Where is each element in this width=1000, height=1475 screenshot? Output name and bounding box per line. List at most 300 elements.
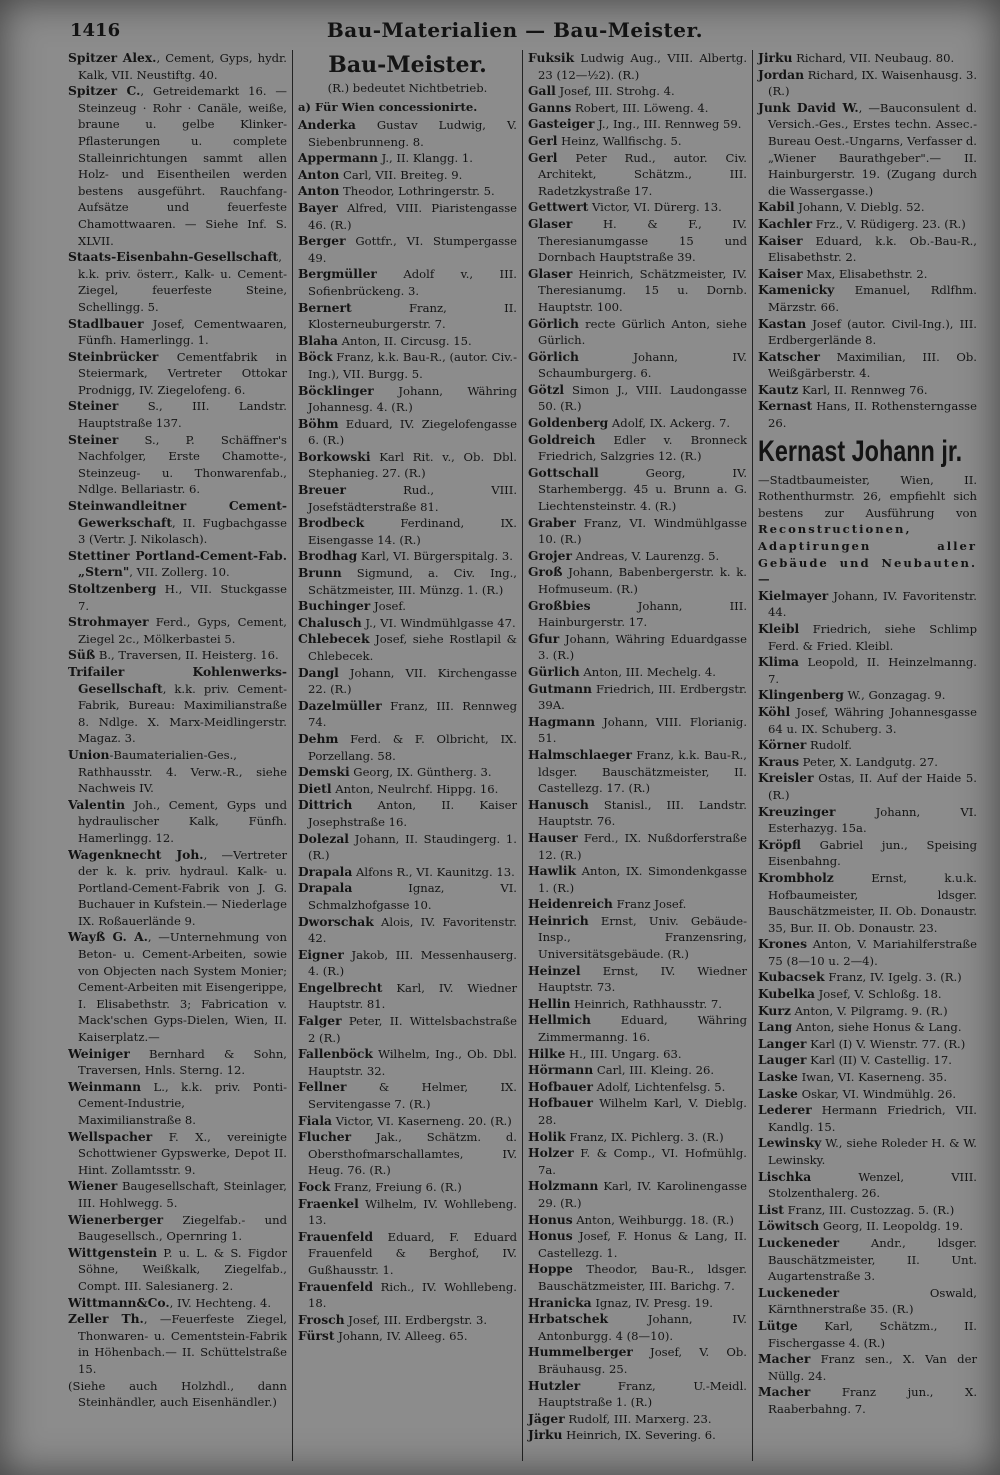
entry-details: Josef, F. Honus & Lang, II. Castellezg. 1. xyxy=(538,1229,747,1260)
directory-entry xyxy=(298,831,517,864)
directory-entry xyxy=(758,654,977,687)
entry-details: Rud., VIII. Josefstädterstraße 81. xyxy=(308,483,517,514)
directory-entry xyxy=(68,797,287,847)
entry-details: Josef, III. Strohg. 4. xyxy=(555,84,675,99)
entry-details: Maximilian, III. Ob. Weißgärberstr. 4. xyxy=(768,349,977,381)
entry-details: Andr., ldsger. Bauschätzmeister, II. Unt. Augartenstraße 3. xyxy=(768,1235,977,1284)
entry-details: Peter, II. Wittelsbachstraße 2 (R.) xyxy=(308,1014,517,1045)
entry-name: Lauger xyxy=(758,1052,807,1068)
page-header xyxy=(70,14,960,44)
entry-details: Rich., IV. Wohllebeng. 18. xyxy=(308,1279,517,1311)
directory-entry xyxy=(528,1261,747,1294)
entry-name: Spitzer C. xyxy=(68,83,141,99)
entry-name: Klima xyxy=(758,654,800,670)
entry-details: Eduard, F. Eduard Frauenfeld & Berghof, IV. Gußhausstr. 1. xyxy=(308,1229,517,1277)
entry-details: (Siehe auch Holzhdl., dann Steinhändler, auch Eisenhändler.) xyxy=(68,1378,287,1410)
entry-name: Wittmann&Co. xyxy=(68,1294,170,1310)
directory-entry xyxy=(68,1378,287,1411)
directory-entry xyxy=(528,631,747,664)
directory-entry xyxy=(298,1113,517,1130)
entry-name: Hawlik xyxy=(528,863,577,879)
directory-columns xyxy=(68,50,982,1461)
entry-name: Breuer xyxy=(298,482,346,498)
directory-entry xyxy=(298,349,517,382)
entry-details: Anton, V. Mariahilferstraße 75 (8—10 u. 2—4). xyxy=(768,937,977,968)
entry-name: Bergmüller xyxy=(298,266,377,282)
directory-entry xyxy=(68,1245,287,1295)
entry-details: L., k.k. priv. Ponti-Cement-Industrie, Maximilianstraße 8. xyxy=(78,1079,287,1127)
entry-details: Wilhelm Karl, V. Dieblg. 28. xyxy=(538,1096,747,1127)
directory-entry xyxy=(528,1427,747,1444)
directory-entry xyxy=(758,1169,977,1202)
entry-name: Jordan xyxy=(758,66,805,82)
entry-details: Ferd., IX. Nußdorferstraße 12. (R.) xyxy=(538,830,747,862)
directory-entry xyxy=(298,183,517,200)
entry-name: Wellspacher xyxy=(68,1128,153,1144)
directory-entry xyxy=(68,349,287,399)
directory-entry xyxy=(528,963,747,996)
directory-entry xyxy=(298,449,517,482)
directory-entry xyxy=(68,249,287,315)
directory-entry xyxy=(758,316,977,349)
entry-name: Klingenberg xyxy=(758,687,844,703)
entry-details: Peter Rud., autor. Civ. Architekt, Schätzm., III. Radetzkystraße 17. xyxy=(538,150,747,198)
entry-details: Joh., Cement, Gyps und hydraulischer Kalk, Fünfh. Hamerlingg. 12. xyxy=(78,797,287,845)
directory-entry xyxy=(68,614,287,647)
column-3 xyxy=(522,50,752,1461)
entry-details: F. & Comp., VI. Hofmühlg. 7a. xyxy=(538,1146,747,1177)
entry-details: Franz, Freiung 6. (R.) xyxy=(330,1180,462,1194)
entry-name: Flucher xyxy=(298,1129,352,1145)
entry-name: Kröpfl xyxy=(758,836,801,852)
entry-details: Gustav Ludwig, V. Siebenbrunneng. 8. xyxy=(308,118,517,149)
entry-name: Kernast xyxy=(758,398,813,414)
entry-name: Fallenböck xyxy=(298,1046,373,1062)
directory-entry xyxy=(758,199,977,216)
entry-details: Ernst, Univ. Gebäude-Insp., Franzensring, Universitätsgebäude. (R.) xyxy=(538,913,747,962)
entry-name: Wagenknecht Joh. xyxy=(68,846,204,862)
directory-entry xyxy=(298,266,517,299)
entry-details: Johann, V. Dieblg. 52. xyxy=(794,200,925,215)
entry-details: Ernst, IV. Wiedner Hauptstr. 73. xyxy=(538,963,747,995)
directory-entry xyxy=(298,797,517,830)
directory-entry xyxy=(528,1079,747,1096)
directory-entry xyxy=(298,200,517,233)
entry-details: B., Traversen, II. Heisterg. 16. xyxy=(95,648,279,663)
directory-entry xyxy=(528,996,747,1013)
directory-entry xyxy=(68,316,287,349)
entry-name: Gerl xyxy=(528,149,558,165)
entry-details: Karl, IV. Wiedner Hauptstr. 81. xyxy=(308,980,517,1012)
entry-details: Richard, IX. Waisenhausg. 3. (R.) xyxy=(768,67,978,99)
entry-name: Eigner xyxy=(298,946,344,962)
directory-entry xyxy=(528,266,747,316)
entry-details: Ziegelfab.- und Baugesellsch., Opernring 1. xyxy=(78,1212,287,1244)
directory-entry xyxy=(68,498,287,548)
entry-name: Katscher xyxy=(758,348,820,364)
entry-name: Glaser xyxy=(528,215,573,231)
entry-name: Luckeneder xyxy=(758,1234,840,1250)
entry-details: Franz, IX. Pichlerg. 3. (R.) xyxy=(565,1129,724,1144)
directory-entry xyxy=(528,349,747,382)
directory-entry xyxy=(298,615,517,632)
subsection-heading: a) Für Wien concessionirte. xyxy=(298,100,478,114)
directory-entry xyxy=(68,1046,287,1079)
entry-details: Gabriel jun., Speising Eisenbahng. xyxy=(768,837,977,869)
directory-entry xyxy=(298,980,517,1013)
entry-details: recte Gürlich Anton, siehe Gürlich. xyxy=(538,316,747,348)
entry-name: Stadlbauer xyxy=(68,315,144,331)
entry-name: Chalusch xyxy=(298,614,362,630)
entry-details: Karl Rit. v., Ob. Dbl. Stephanieg. 27. (R.) xyxy=(308,449,517,481)
directory-entry xyxy=(68,1129,287,1179)
entry-details: J., II. Klangg. 1. xyxy=(377,151,473,166)
entry-name: Falger xyxy=(298,1013,342,1029)
directory-entry xyxy=(758,621,977,654)
entry-details: Adolf, IX. Ackerg. 7. xyxy=(608,416,731,431)
entry-name: Borkowski xyxy=(298,448,371,464)
directory-entry xyxy=(528,199,747,216)
directory-entry xyxy=(528,382,747,415)
entry-name: Heinzel xyxy=(528,962,581,978)
directory-entry xyxy=(528,913,747,963)
entry-name: Fraenkel xyxy=(298,1195,359,1211)
entry-details: Johann, IV. Alleeg. 65. xyxy=(334,1329,468,1344)
entry-name: Dazelmüller xyxy=(298,697,382,713)
directory-entry xyxy=(298,1279,517,1312)
entry-details: Leopold, II. Heinzelmanng. 7. xyxy=(768,655,977,686)
directory-entry xyxy=(528,1344,747,1377)
directory-entry xyxy=(528,1311,747,1344)
entry-name: Drapala xyxy=(298,863,353,879)
entry-details: Ignaz, IV. Presg. 19. xyxy=(591,1295,713,1310)
directory-entry xyxy=(298,764,517,781)
entry-details: Cementfabrik in Steiermark, Vertreter Ottokar Prodnigg, IV. Ziegelofeng. 6. xyxy=(78,349,287,397)
entry-details: Eduard, IV. Ziegelofengasse 6. (R.) xyxy=(308,416,517,448)
entry-name: Wayß G. A. xyxy=(68,929,148,945)
entry-name: Weiniger xyxy=(68,1045,130,1061)
entry-name: Honus xyxy=(528,1228,573,1244)
directory-entry xyxy=(758,1003,977,1020)
entry-name: Stettiner Portland-Cement-Fab. „Stern" xyxy=(68,547,287,580)
entry-details: Alois, IV. Favoritenstr. 42. xyxy=(308,914,517,946)
entry-details: Johann, II. Staudingerg. 1. (R.) xyxy=(308,831,517,863)
entry-name: Strohmayer xyxy=(68,614,149,630)
entry-details: S., P. Schäffner's Nachfolger, Erste Chamotte-, Steinzeug- u. Thonwarenfab., Ndlge. Bellariastr. 6. xyxy=(78,432,287,497)
entry-details: Heinrich, Rathhausstr. 7. xyxy=(570,996,722,1011)
entry-details: Rudolf, III. Marxerg. 23. xyxy=(564,1411,712,1426)
entry-name: Gettwert xyxy=(528,199,589,215)
entry-details: Baugesellschaft, Steinlager, III. Hohlwegg. 5. xyxy=(78,1179,287,1210)
directory-entry xyxy=(528,747,747,797)
directory-entry xyxy=(758,1036,977,1053)
directory-entry xyxy=(758,588,977,621)
entry-details: Franz sen., X. Van der Nüllg. 24. xyxy=(768,1352,977,1383)
directory-entry xyxy=(298,1013,517,1046)
ad-name: Kernast Johann jr. xyxy=(758,434,963,468)
directory-entry xyxy=(528,797,747,830)
entry-details: Jakob, III. Messenhauserg. 4. (R.) xyxy=(308,947,517,979)
entry-name: Krombholz xyxy=(758,869,834,885)
directory-entry xyxy=(528,150,747,200)
directory-entry xyxy=(298,416,517,449)
entry-name: Brodhag xyxy=(298,548,358,564)
entry-name: Drapala xyxy=(298,880,353,896)
entry-details: Franz, VI. Windmühlgasse 10. (R.) xyxy=(538,515,747,547)
entry-details: Carl, VII. Breiteg. 9. xyxy=(339,167,463,182)
entry-details: Anton, siehe Honus & Lang. xyxy=(792,1020,962,1035)
entry-name: Macher xyxy=(758,1351,811,1367)
directory-entry xyxy=(758,1235,977,1285)
entry-name: Kaiser xyxy=(758,232,803,248)
entry-name: Ganns xyxy=(528,99,572,115)
entry-name: Götzl xyxy=(528,381,565,397)
entry-name: Engelbrecht xyxy=(298,979,383,995)
directory-entry xyxy=(298,631,517,664)
entry-details: Johann, VI. Esterhazyg. 15a. xyxy=(768,804,977,836)
ad-body: —Stadtbaumeister, Wien, II. Rothenthurmstr. 26, empfiehlt sich bestens zur Ausführung von xyxy=(758,472,977,520)
entry-details: Bernhard & Sohn, Traversen, Hnls. Sterng. 12. xyxy=(78,1046,287,1078)
directory-entry xyxy=(758,382,977,399)
entry-details: Hermann Friedrich, VII. Kandlg. 15. xyxy=(768,1103,977,1134)
entry-details: Anton, II. Kaiser Josephstraße 16. xyxy=(308,798,517,829)
directory-entry xyxy=(758,282,977,315)
entry-name: Hutzler xyxy=(528,1377,581,1393)
directory-entry xyxy=(298,665,517,698)
directory-entry xyxy=(528,1178,747,1211)
directory-entry xyxy=(528,681,747,714)
entry-details: Max, Elisabethstr. 2. xyxy=(802,266,928,281)
page-number: 1416 xyxy=(70,20,121,41)
directory-entry xyxy=(528,664,747,681)
entry-details: Josef, III. Erdbergstr. 3. xyxy=(344,1312,488,1327)
directory-entry xyxy=(528,863,747,896)
directory-entry xyxy=(528,216,747,266)
entry-name: Steinwandleitner Cement-Gewerkschaft xyxy=(68,498,287,530)
entry-details: Gottfr., VI. Stumpergasse 49. xyxy=(308,234,517,265)
directory-entry xyxy=(528,116,747,133)
entry-details: Ferdinand, IX. Eisengasse 14. (R.) xyxy=(308,516,517,547)
entry-name: Lewinsky xyxy=(758,1135,822,1151)
directory-entry xyxy=(68,929,287,1045)
entry-name: Laske xyxy=(758,1085,798,1101)
entry-details: W., siehe Roleder H. & W. Lewinsky. xyxy=(768,1136,977,1167)
entry-details: Karl, Schätzm., II. Fischergasse 4. (R.) xyxy=(768,1318,977,1350)
entry-name: Zeller Th. xyxy=(68,1311,144,1327)
entry-details: Emanuel, Rdlfhm. Märzstr. 66. xyxy=(768,283,977,314)
entry-name: Hummelberger xyxy=(528,1344,633,1360)
entry-details: H., III. Ungarg. 63. xyxy=(565,1046,682,1061)
entry-name: Goldreich xyxy=(528,431,596,447)
ad-text xyxy=(758,472,977,588)
entry-name: Gürlich xyxy=(528,663,580,679)
entry-name: Junk David W. xyxy=(758,99,859,115)
entry-details: Friedrich, siehe Schlimp Ferd. & Fried. Kleibl. xyxy=(768,622,977,653)
entry-details: Oskar, VI. Windmühlg. 26. xyxy=(797,1086,957,1101)
directory-entry xyxy=(758,770,977,803)
entry-name: Kaiser xyxy=(758,265,803,281)
entry-details: Franz Josef. xyxy=(612,897,687,912)
entry-name: Lang xyxy=(758,1019,793,1035)
directory-entry xyxy=(758,804,977,837)
directory-entry xyxy=(758,870,977,936)
entry-details: J., Ing., III. Rennweg 59. xyxy=(594,117,742,132)
directory-entry xyxy=(68,647,287,664)
directory-entry xyxy=(758,1384,977,1417)
entry-name: Wienerberger xyxy=(68,1211,164,1227)
directory-entry xyxy=(758,1202,977,1219)
directory-entry xyxy=(758,1052,977,1069)
column-4 xyxy=(752,50,982,1461)
directory-entry xyxy=(758,1318,977,1351)
entry-details: Franz, k.k. Bau-R., ldsger. Bauschätzmeister, II. Castellezg. 17. (R.) xyxy=(538,747,747,796)
entry-name: Gasteiger xyxy=(528,116,595,132)
entry-name: Luckeneder xyxy=(758,1284,840,1300)
entry-details: Franz, U.-Meidl. Hauptstraße 1. (R.) xyxy=(538,1378,747,1410)
entry-name: Graber xyxy=(528,514,576,530)
directory-entry xyxy=(758,1285,977,1318)
entry-name: Holzer xyxy=(528,1145,574,1161)
entry-details: , —Vertreter der k. k. priv. hydraul. Kalk- u. Portland-Cement-Fabrik von J. G. Buchauer in Kufstein.— Niederlage IX. Roßauerlände 9. xyxy=(78,847,287,928)
entry-details: Ferd. & F. Olbricht, IX. Porzellang. 58. xyxy=(308,731,517,763)
entry-details: Ferd., Gyps, Cement, Ziegel 2c., Mölkerbastei 5. xyxy=(78,615,287,646)
entry-details: , k.k. priv. Cement-Fabrik, Bureau: Maximilianstraße 8. Ndlge. X. Marx-Meidlingerstr. Magaz. 3. xyxy=(78,681,287,746)
entry-details: Peter, X. Landgutg. 27. xyxy=(799,754,938,769)
entry-details: Eduard, k.k. Ob.-Bau-R., Elisabethstr. 2. xyxy=(768,233,977,265)
entry-name: Hofbauer xyxy=(528,1095,593,1111)
entry-details: Robert, III. Löweng. 4. xyxy=(571,100,709,115)
entry-details: Josef, V. Schloßg. 18. xyxy=(814,987,942,1002)
directory-entry xyxy=(528,1378,747,1411)
directory-entry xyxy=(528,1062,747,1079)
entry-name: Gutmann xyxy=(528,680,592,696)
entry-details: Josef, siehe Rostlapil & Chlebecek. xyxy=(308,632,517,663)
directory-entry xyxy=(298,1312,517,1329)
entry-details: Josef, Währing Johannesgasse 64 u. IX. Schuberg. 3. xyxy=(768,704,977,736)
directory-entry xyxy=(528,1228,747,1261)
entry-details: Anton, V. Pilgramg. 9. (R.) xyxy=(790,1003,948,1018)
entry-name: Macher xyxy=(758,1384,811,1400)
directory-entry xyxy=(298,1129,517,1179)
entry-details: Oswald, Kärnthnerstraße 35. (R.) xyxy=(768,1285,977,1317)
directory-entry xyxy=(68,50,287,83)
advertisement xyxy=(758,432,977,588)
directory-entry xyxy=(298,300,517,333)
directory-entry xyxy=(528,598,747,631)
directory-entry xyxy=(68,1212,287,1245)
entry-details: Johann, VII. Kirchengasse 22. (R.) xyxy=(308,665,517,697)
directory-entry xyxy=(298,947,517,980)
entry-details: Anton, III. Mechelg. 4. xyxy=(579,664,716,679)
entry-details: Josef (autor. Civil-Ing.), III. Erdbergerlände 8. xyxy=(768,316,977,348)
directory-entry xyxy=(68,664,287,747)
entry-details: Rudolf. xyxy=(806,738,852,753)
entry-name: Dittrich xyxy=(298,797,353,813)
entry-name: Böhm xyxy=(298,415,339,431)
entry-details: Johann, Währing Johannesg. 4. (R.) xyxy=(308,383,517,415)
directory-entry xyxy=(758,1218,977,1235)
entry-name: Steinbrücker xyxy=(68,348,159,364)
directory-entry xyxy=(528,316,747,349)
entry-details: Ignaz, VI. Schmalzhofgasse 10. xyxy=(308,881,517,912)
directory-entry xyxy=(298,781,517,798)
entry-details: Ernst, k.u.k. Hofbaumeister, ldsger. Bauschätzmeister, II. Ob. Donaustr. 35, Bur. II. Ob. Donaustr. 23. xyxy=(768,870,977,935)
entry-name: Kautz xyxy=(758,381,799,397)
entry-details: Hans, II. Rothensterngasse 26. xyxy=(768,399,977,431)
directory-entry xyxy=(298,914,517,947)
entry-details: Heinrich, IX. Severing. 6. xyxy=(562,1428,716,1443)
directory-entry xyxy=(758,1351,977,1384)
entry-name: Hoppe xyxy=(528,1261,573,1277)
entry-name: Kachler xyxy=(758,215,813,231)
entry-details: W., Gonzagag. 9. xyxy=(843,688,946,703)
entry-details: Stanisl., III. Landstr. Hauptstr. 76. xyxy=(538,797,747,829)
entry-details: Victor, VI. Kaserneng. 20. (R.) xyxy=(332,1113,512,1128)
entry-name: Böck xyxy=(298,349,333,365)
entry-details: P. u. L. & S. Figdor Söhne, Weißkalk, Ziegelfab., Compt. III. Salesianerg. 2. xyxy=(78,1245,287,1293)
entry-name: Löwitsch xyxy=(758,1218,820,1234)
entry-name: Köhl xyxy=(758,703,791,719)
directory-entry xyxy=(298,731,517,764)
entry-details: Heinz, Wallfischg. 5. xyxy=(557,133,682,148)
directory-entry xyxy=(528,1295,747,1312)
entry-details: Theodor, Bau-R., ldsger. Bauschätzmeister, III. Barichg. 7. xyxy=(538,1262,747,1293)
entry-name: Weinmann xyxy=(68,1078,142,1094)
entry-details: H. & F., IV. Theresianumgasse 15 und Dornbach Hauptstraße 39. xyxy=(538,216,747,265)
entry-details: Franz, II. Klosterneuburgerstr. 7. xyxy=(308,300,517,332)
entry-name: Laske xyxy=(758,1069,798,1085)
entry-details: -Baumaterialien-Ges., Rathhausstr. 4. Verw.-R., siehe Nachweis IV. xyxy=(78,747,287,796)
entry-name: Görlich xyxy=(528,315,579,331)
entry-name: Steiner xyxy=(68,398,119,414)
entry-name: Heinrich xyxy=(528,912,589,928)
entry-name: Holik xyxy=(528,1128,566,1144)
entry-details: Karl, II. Rennweg 76. xyxy=(798,382,928,397)
directory-entry xyxy=(528,830,747,863)
directory-entry xyxy=(758,398,977,431)
entry-name: Grojer xyxy=(528,547,572,563)
directory-entry xyxy=(298,167,517,184)
entry-name: Hanusch xyxy=(528,796,589,812)
entry-details: , VII. Zollerg. 10. xyxy=(129,565,230,580)
entry-details: Johann, IV. Schaumburgerg. 6. xyxy=(538,349,747,381)
entry-details: Wenzel, VIII. Stolzenthalerg. 26. xyxy=(768,1169,977,1201)
directory-entry xyxy=(68,747,287,797)
directory-entry xyxy=(528,1129,747,1146)
entry-details: , —Feuerfeste Ziegel, Thonwaren- u. Cementstein-Fabrik in Höhenbach.— II. Schüttelstraße 15. xyxy=(78,1312,287,1376)
directory-entry xyxy=(528,1012,747,1045)
entry-details: Josef. xyxy=(370,599,406,614)
directory-entry xyxy=(528,714,747,747)
entry-name: Jäger xyxy=(528,1410,565,1426)
entry-details: , II. Fugbachgasse 3 (Vertr. J. Nikolasch). xyxy=(78,515,287,547)
entry-name: Gall xyxy=(528,83,556,99)
directory-entry xyxy=(68,1311,287,1377)
directory-entry xyxy=(758,737,977,754)
directory-entry xyxy=(298,150,517,167)
entry-name: Görlich xyxy=(528,348,579,364)
entry-name: Gerl xyxy=(528,132,558,148)
directory-entry xyxy=(298,333,517,350)
entry-name: Valentin xyxy=(68,796,126,812)
entry-details: , —Bauconsulent d. Versich.-Ges., Erstes techn. Assec.-Bureau Oest.-Ungarns, Verfasser d. „Wiener Baurathgeber".— II. Hainburgerstr. 19. (Zugang durch die Wassergasse.) xyxy=(768,100,977,198)
entry-name: Gottschall xyxy=(528,464,599,480)
entry-name: Brunn xyxy=(298,565,342,581)
entry-details: Johann, Babenbergerstr. k. k. Hofmuseum. (R.) xyxy=(538,565,747,596)
entry-name: Hrbatschek xyxy=(528,1311,609,1327)
section-note: (R.) bedeutet Nichtbetrieb. xyxy=(327,81,488,95)
directory-entry xyxy=(528,100,747,117)
